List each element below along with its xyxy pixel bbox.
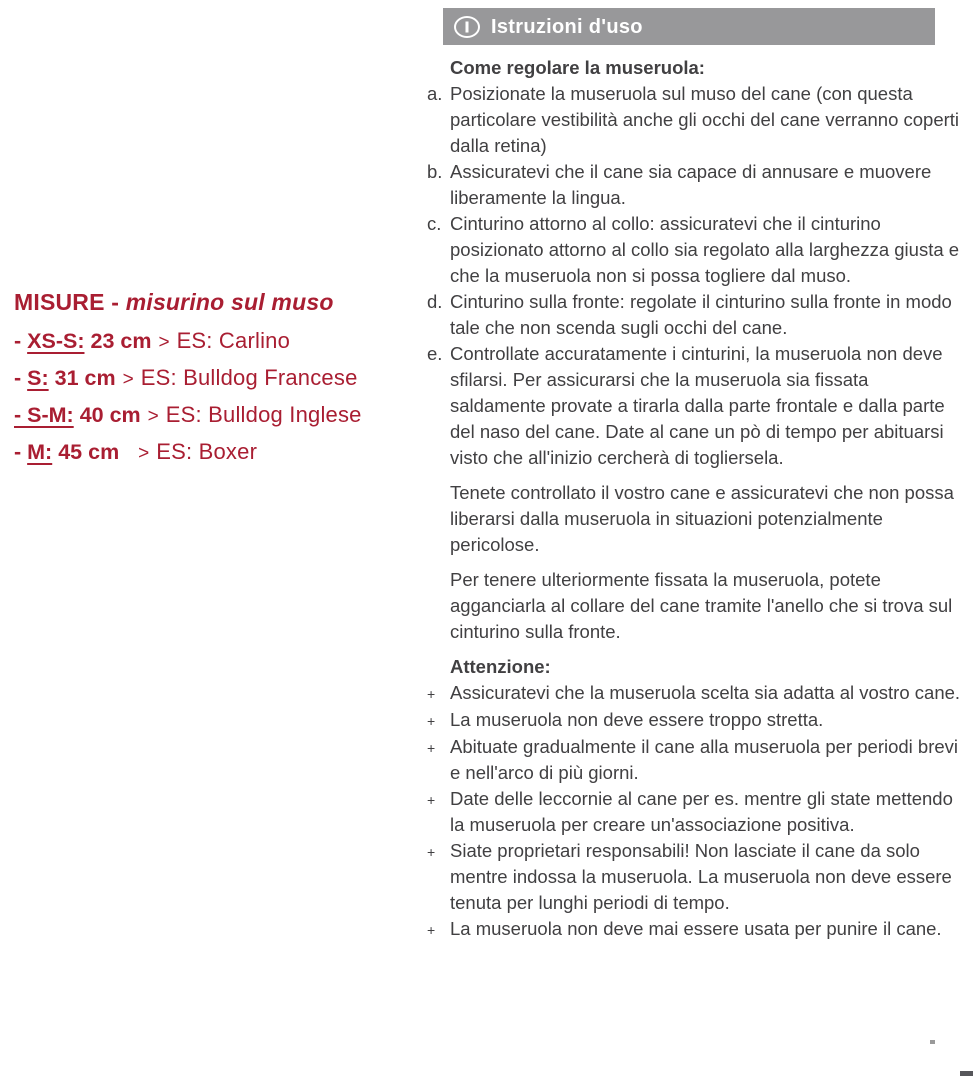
- warning-block: [427, 654, 969, 943]
- warning-bullet: [427, 786, 969, 838]
- arrow-glyph: >: [138, 443, 150, 464]
- print-artifact-dot: [930, 1040, 935, 1044]
- bullet-text: Assicuratevi che la museruola scelta sia adatta al vostro cane.: [450, 682, 961, 703]
- warning-bullet: [427, 734, 969, 786]
- step-letter: a.: [427, 83, 443, 104]
- measure-example: ES: Carlino: [176, 328, 291, 353]
- measure-dash: -: [14, 366, 28, 390]
- measure-item-m: [14, 439, 434, 465]
- step-letter: d.: [427, 291, 443, 312]
- step-b: [427, 159, 969, 211]
- instructions-header-bar: [443, 8, 935, 45]
- measures-title-main: MISURE -: [14, 289, 126, 315]
- plus-bullet-icon: +: [427, 740, 436, 756]
- warning-bullet: [427, 838, 969, 916]
- step-text: Controllate accuratamente i cinturini, la museruola non deve sfilarsi. Per assicurarsi che la museruola sia fissata saldamente provate a tirarla dalla parte frontale e dalla parte del naso del cane. Date al cane un pò di tempo per abituarsi visto che all'inizio cercherà di togliersela.: [450, 343, 945, 468]
- warning-bullet: [427, 916, 969, 943]
- plus-bullet-icon: +: [427, 686, 436, 702]
- warning-heading: Attenzione:: [450, 656, 551, 677]
- paragraph-attach-collar: Per tenere ulteriormente fissata la museruola, potete agganciarla al collare del cane tramite l'anello che si trova sul cinturino sulla fronte.: [450, 569, 953, 642]
- step-a: [427, 81, 969, 159]
- plus-bullet-icon: +: [427, 844, 436, 860]
- plus-bullet-icon: +: [427, 792, 436, 808]
- measure-value: 31 cm: [54, 366, 116, 390]
- step-c: [427, 211, 969, 289]
- measures-title: [14, 289, 434, 316]
- measure-example: ES: Boxer: [156, 439, 258, 464]
- instructions-header-title: Istruzioni d'uso: [491, 15, 643, 38]
- arrow-glyph: >: [122, 369, 134, 390]
- step-d: [427, 289, 969, 341]
- measure-dash: -: [14, 440, 28, 464]
- measure-item-s: [14, 365, 434, 391]
- info-icon: [454, 16, 480, 38]
- plus-bullet-icon: +: [427, 713, 436, 729]
- step-text: Cinturino attorno al collo: assicuratevi che il cinturino posizionato attorno al collo sia regolato alla larghezza giusta e che la museruola non si possa togliere dal muso.: [450, 213, 960, 286]
- measure-dash: -: [14, 329, 28, 353]
- warning-bullet: [427, 707, 969, 734]
- bullet-text: La museruola non deve essere troppo stretta.: [450, 709, 824, 730]
- measure-value: 40 cm: [79, 403, 141, 427]
- bullet-text: Abituate gradualmente il cane alla museruola per periodi brevi e nell'arco di più giorni.: [450, 736, 959, 783]
- step-text: Posizionate la museruola sul muso del cane (con questa particolare vestibilità anche gli occhi del cane verranno coperti dalla retina): [450, 83, 960, 156]
- instructions-body: [427, 55, 969, 943]
- step-letter: e.: [427, 343, 443, 364]
- bullet-text: La museruola non deve mai essere usata per punire il cane.: [450, 918, 942, 939]
- measures-block: [14, 289, 434, 476]
- arrow-glyph: >: [147, 406, 159, 427]
- step-text: Assicuratevi che il cane sia capace di annusare e muovere liberamente la lingua.: [450, 161, 932, 208]
- bullet-text: Date delle leccornie al cane per es. mentre gli state mettendo la museruola per creare un'associazione positiva.: [450, 788, 953, 835]
- measure-item-xs-s: [14, 328, 434, 354]
- instructions-column: [427, 8, 969, 943]
- measure-item-s-m: [14, 402, 434, 428]
- how-to-heading: Come regolare la museruola:: [450, 57, 705, 78]
- bullet-text: Siate proprietari responsabili! Non lasciate il cane da solo mentre indossa la museruola. La museruola non deve essere tenuta per lunghi periodi di tempo.: [450, 840, 952, 913]
- arrow-glyph: >: [158, 332, 170, 353]
- measure-size-label: XS-S:: [27, 329, 85, 353]
- measure-size-label: M:: [27, 440, 53, 464]
- step-letter: c.: [427, 213, 442, 234]
- step-e: [427, 341, 969, 471]
- print-artifact-corner: [960, 1071, 973, 1076]
- measure-example: ES: Bulldog Inglese: [165, 402, 362, 427]
- measure-size-label: - S-M:: [14, 403, 74, 427]
- measure-value: 23 cm: [90, 329, 152, 353]
- plus-bullet-icon: +: [427, 922, 436, 938]
- step-text: Cinturino sulla fronte: regolate il cinturino sulla fronte in modo tale che non scenda sugli occhi del cane.: [450, 291, 952, 338]
- warning-bullet: [427, 680, 969, 707]
- measure-value: 45 cm: [58, 440, 132, 464]
- paragraph-supervision: Tenete controllato il vostro cane e assicuratevi che non possa liberarsi dalla museruola in situazioni potenzialmente pericolose.: [450, 482, 954, 555]
- step-letter: b.: [427, 161, 443, 182]
- measures-title-italic: misurino sul muso: [125, 289, 334, 315]
- measure-size-label: S:: [27, 366, 49, 390]
- measure-example: ES: Bulldog Francese: [140, 365, 358, 390]
